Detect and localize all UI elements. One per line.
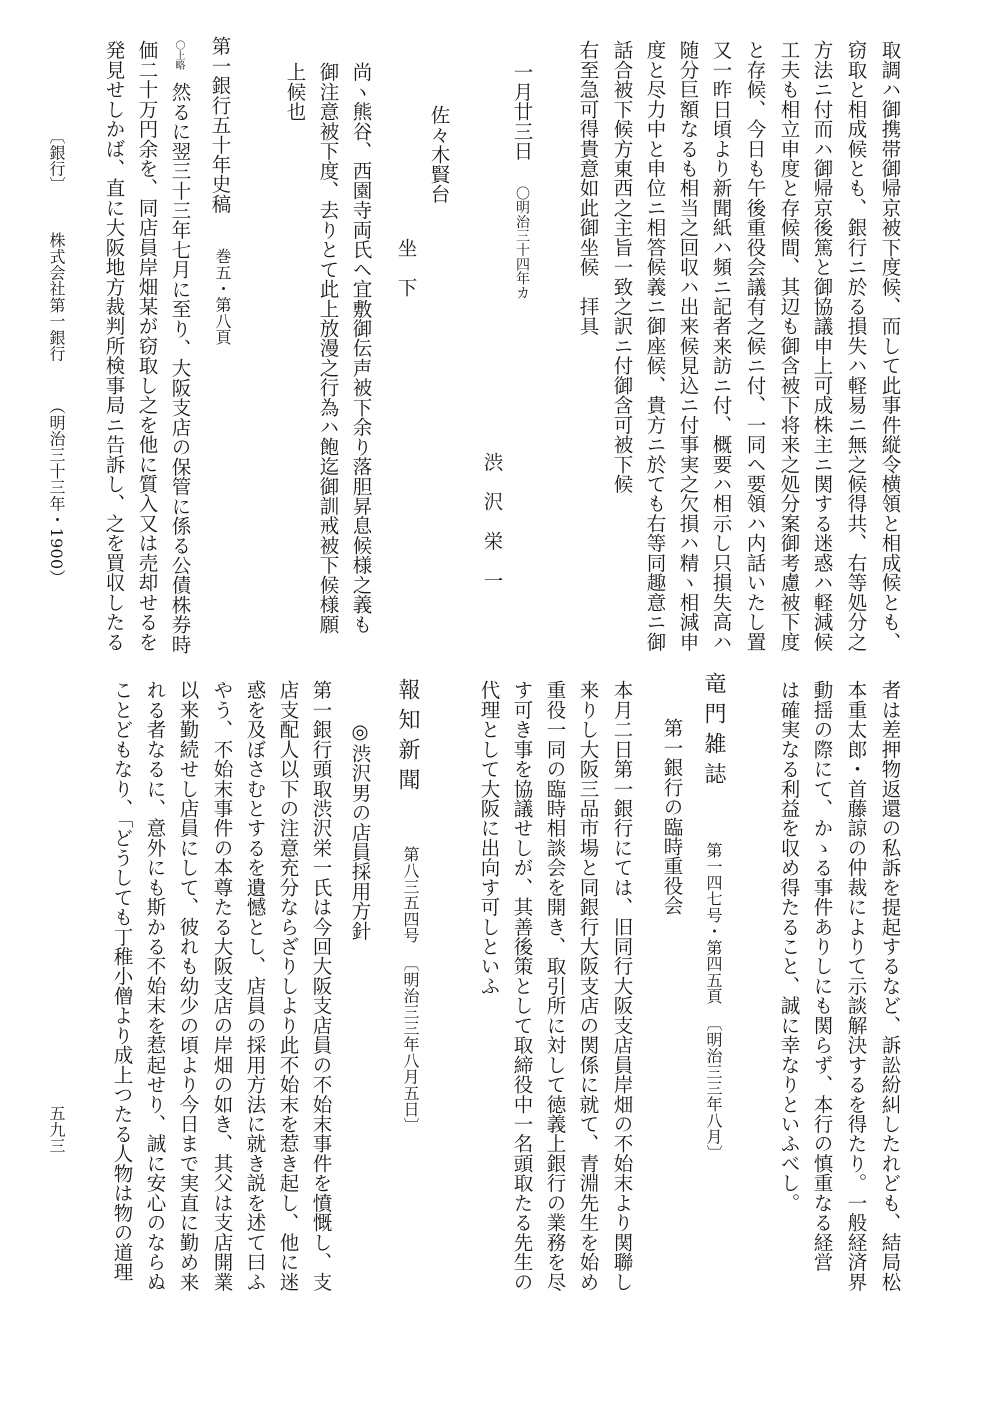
letter-line-1: 取調ハ御携帯御帰京被下度候、而して此事件縦令横領と相成候とも、 xyxy=(878,40,902,652)
ryumon-heading: 第一銀行の臨時重役会 xyxy=(660,718,684,916)
hochi-line-1: 第一銀行頭取渋沢栄一氏は今回大阪支店員の不始末事件を憤慨し、支 xyxy=(309,680,333,1292)
hochi-heading: ◎渋沢男の店員採用方針 xyxy=(348,720,372,941)
letter-line-6: 又一昨日頃より新聞紙ハ頻ニ記者来訪ニ付、概要ハ相示し只損失高ハ xyxy=(709,40,733,652)
continuation-line-3: 動揺の際にて、かゝる事件ありしにも関らず、本行の慎重なる経営 xyxy=(810,680,834,1272)
letter-line-8: 度と尽力中と申位ニ相答候義ニ御座候、貴方ニ於ても右等同趣意ニ御 xyxy=(643,40,667,652)
header-company: 株式会社第一銀行 xyxy=(47,232,66,362)
ryumon-line-3: 重役一同の臨時相談会を開き、取引所に対して徳義上銀行の業務を尽 xyxy=(543,680,567,1292)
letter-line-4: 工夫も相立申度と存候間、其辺も御含被下将来之処分案御考慮被下度 xyxy=(777,40,801,652)
letter-line-10: 右至急可得貴意如此御坐候 拝具 xyxy=(576,40,600,336)
hochi-line-6: れる者なるに、意外にも斯かる不始末を惹起せり、誠に安心のならぬ xyxy=(143,680,167,1292)
hochi-line-4: やう、不始末事件の本尊たる大阪支店の岸畑の如き、其父は支店開業 xyxy=(210,680,234,1292)
hochi-line-7: ことどもなり、「どうしても丁稚小僧より成上つたる人物は物の道理 xyxy=(110,680,134,1282)
postscript-line-3: 上候也 xyxy=(283,62,307,122)
letter-line-9: 話合被下候方東西之主旨一致之訳ニ付御含可被下候 xyxy=(610,40,634,494)
letter-line-3: 方法ニ付而ハ御帰京後篤と御協議申上可成株主ニ関する迷惑ハ軽減候 xyxy=(810,40,834,652)
ryumon-line-2: 来りし大阪三品市場と同銀行大阪支店の関係に就て、青淵先生を始め xyxy=(576,680,600,1292)
letter-line-7: 随分巨額なるも相当之回収ハ出来候見込ニ付事実之欠損ハ精ヽ相減申 xyxy=(676,40,700,652)
continuation-line-4: は確実なる利益を収め得たること、誠に幸なりといふべし。 xyxy=(777,680,801,1213)
letter-date: 一月廿三日 xyxy=(510,62,534,161)
hochi-line-2: 店支配人以下の注意充分ならざりしより此不始末を惹き起し、他に迷 xyxy=(276,680,300,1292)
continuation-line-1: 者は差押物返還の私訴を提起するなど、訴訟紛糾したれども、結局松 xyxy=(878,680,902,1292)
hochi-line-3: 惑を及ぼさむとするを遺憾とし、店員の採用方法に就き説を述て曰ふ xyxy=(243,680,267,1292)
ryumon-title: 竜門雑誌 xyxy=(701,672,726,792)
hochi-line-5: 以来勤続せし店員にして、彼れも幼少の頃より今日まで実直に勤め来 xyxy=(176,680,200,1292)
letter-sender: 渋 沢 栄 一 xyxy=(480,452,504,591)
ellipsis-mark: 〇上略 xyxy=(173,40,184,71)
ryumon-line-4: す可き事を協議せしが、其善後策として取締役中一名頭取たる先生の xyxy=(510,680,534,1292)
hochi-reference: 第八三五四号 xyxy=(401,846,420,944)
history-line-3: 発見せしかば、直に大阪地方裁判所検事局ニ告訴し、之を買収したる xyxy=(102,40,126,652)
hochi-title: 報知新聞 xyxy=(395,678,420,798)
letter-date-note: 〇明治三十四年カ xyxy=(514,186,530,300)
history-line-1: 然るに翌三十三年七月に至り、大阪支店の保管に係る公債株券時 xyxy=(168,82,192,654)
letter-recipient: 佐々木賢台 xyxy=(427,105,451,204)
continuation-line-2: 本重太郎・首藤諒の仲裁によりて示談解決するを得たり。一般経済界 xyxy=(844,680,868,1292)
header-category: 〔銀行〕 xyxy=(47,128,66,193)
hochi-date: 〔明治三三年八月五日〕 xyxy=(401,955,420,1134)
ryumon-date: 〔明治三三年八月〕 xyxy=(704,1015,723,1161)
header-period: （明治三十三年・1900） xyxy=(47,398,66,586)
history-line-2: 価二十万円余を、同店員岸畑某が窃取し之を他に質入又は売却せるを xyxy=(135,40,159,652)
source-reference: 巻五・第八頁 xyxy=(213,248,232,346)
postscript-line-2: 御注意被下度、去りとて此上放漫之行為ハ飽迄御訓戒被下候様願 xyxy=(316,62,340,634)
letter-line-2: 窃取と相成候とも、銀行ニ於る損失ハ軽易ニ無之候得共、右等処分之 xyxy=(844,40,868,652)
postscript-line-1: 尚ヽ熊谷、西園寺両氏ヘ宜敷御伝声被下余り落胆昇息候様之義も xyxy=(349,62,373,634)
page-number: 五九三 xyxy=(47,1105,66,1154)
ryumon-line-5: 代理として大阪に出向す可しといふ xyxy=(477,680,501,996)
ryumon-line-1: 本月二日第一銀行にては、旧同行大阪支店員岸畑の不始末より関聯し xyxy=(610,680,634,1292)
letter-recipient-honorific: 坐 下 xyxy=(394,238,418,298)
source-title: 第一銀行五十年史稿 xyxy=(208,36,232,214)
ryumon-reference: 第一四七号・第四五頁 xyxy=(704,842,723,1005)
letter-line-5: と存候、今日も午後重役会議有之候ニ付、一同ヘ要領ハ内話いたし置 xyxy=(743,40,767,652)
